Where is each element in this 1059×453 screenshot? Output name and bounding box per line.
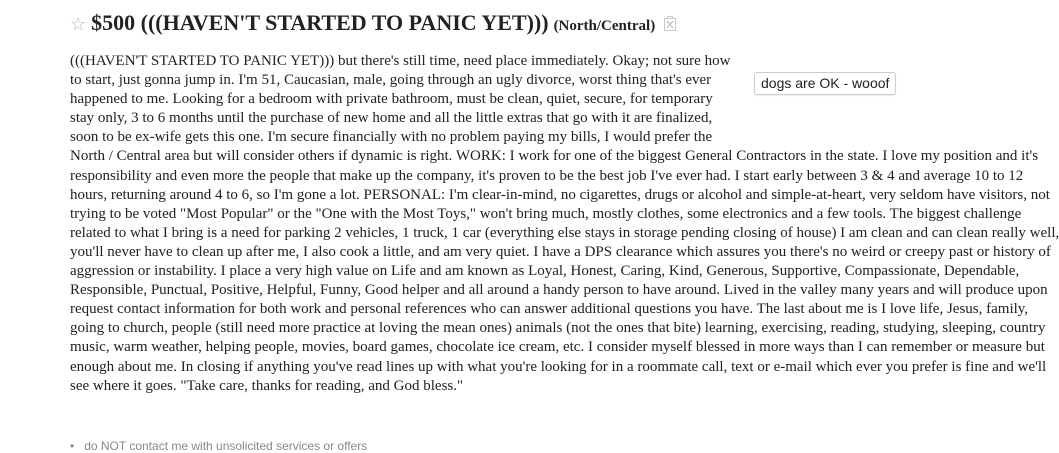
posting-body <box>70 52 1059 396</box>
title-text: (((HAVEN'T STARTED TO PANIC YET))) <box>140 10 549 35</box>
notice-item: • do NOT contact me with unsolicited services or offers <box>70 439 367 453</box>
location-label: (North/Central) <box>553 18 656 34</box>
attribute-dogs-ok: dogs are OK - wooof <box>754 72 896 95</box>
posting-title <box>70 10 676 40</box>
price: $500 <box>91 10 136 35</box>
star-outline-icon[interactable]: ☆ <box>70 14 87 35</box>
attribute-spacer <box>736 52 1059 130</box>
trash-icon[interactable] <box>664 16 676 31</box>
price-and-title <box>91 10 548 36</box>
posting-body-text: (((HAVEN'T STARTED TO PANIC YET))) but there's still time, need place immediately. Okay; not sure how to start, just gonna jump in. I'm 51, Caucasian, male, going through an ugly divorce, worst thing that's ever happened to me. Looking for a bedroom with private bathroom, must be clean, quiet, secure, for temporary stay only, 3 to 6 months until the purchase of new home and all the little extras that go with it are finalized, soon to be ex-wife gets this one. I'm secure financially with no problem paying my bills, I would prefer the North / Central area but will consider others if dynamic is right. WORK: I work for one of the biggest General Contractors in the state. I love my position and it's responsibility and even more the people that make up the company, it's proven to be the best job I've ever had. I start early between 3 & 4 and average 10 to 12 hours, returning around 4 to 6, so I'm gone a lot. PERSONAL: I'm clear-in-mind, no cigarettes, drugs or alcohol and simple-at-heart, very seldom have visitors, not trying to be voted "Most Popular" or the "One with the Most Toys," won't bring much, mostly clothes, some electronics and a few tools. The biggest challenge related to what I bring is a need for parking 2 vehicles, 1 truck, 1 car (everything else stays in storage pending closing of house) I am clean and can clean really well, you'll never have to clean up after me, I also cook a little, and am very quiet. I have a DPS clearance which assures you there's no weird or creepy past or history of aggression or instability. I place a very high value on Life and am known as Loyal, Honest, Caring, Kind, Generous, Supportive, Compassionate, Dependable, Responsible, Punctual, Positive, Helpful, Funny, Good helper and all around a handy person to have around. Lived in the valley many years and will produce upon request contact information for both work and personal references who can answer additional questions you have. The last about me is I love life, Jesus, family, going to church, people (still need more practice at loving the mean ones) animals (not the ones that bite) learning, exercising, reading, studying, sleeping, country music, warm weather, helping people, movies, board games, chocolate ice cream, etc. I consider myself blessed in more ways than I can remember or measure but enough about me. In closing if anything you've read lines up with what you're looking for in a roommate call, text or e-mail which ever you prefer is fine and we'll see where it goes. "Take care, thanks for reading, and God bless." <box>70 53 1059 394</box>
